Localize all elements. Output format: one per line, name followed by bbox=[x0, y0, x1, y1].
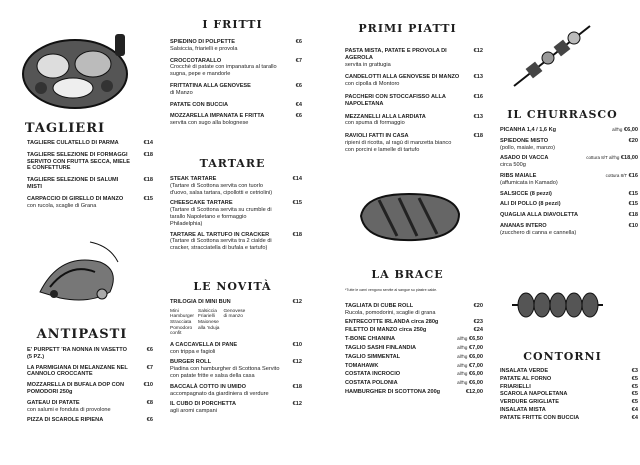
menu-item-name: LA PARMIGIANA DI MELANZANE NEL CANNOLO CROCCANTE bbox=[27, 364, 128, 378]
price-value: €10 bbox=[143, 382, 153, 389]
menu-item bbox=[27, 400, 153, 414]
menu-item-description: con trippa e fagioli bbox=[170, 348, 216, 355]
menu-item bbox=[500, 384, 638, 391]
contorni-list bbox=[500, 368, 638, 423]
menu-item-name: TAGLIO SASHI FINLANDIA bbox=[345, 344, 417, 351]
menu-item-price bbox=[293, 359, 302, 366]
charcuterie-board-illustration bbox=[15, 26, 133, 114]
menu-item-price bbox=[632, 407, 638, 414]
menu-item bbox=[170, 200, 302, 227]
menu-item bbox=[345, 303, 483, 317]
fritti-list bbox=[170, 39, 302, 132]
shrimp-illustration bbox=[30, 232, 130, 310]
menu-item bbox=[500, 223, 638, 237]
menu-item bbox=[500, 155, 638, 169]
menu-item-name: MOZZARELLA DI BUFALA DOP CON POMODORI 250g bbox=[27, 382, 125, 395]
trilogia-col-2 bbox=[198, 309, 223, 337]
menu-item bbox=[27, 347, 153, 361]
menu-item-price bbox=[296, 58, 302, 65]
trilogia-line: Friarielli bbox=[198, 314, 215, 320]
price-value: €18 bbox=[292, 383, 302, 390]
menu-item-price bbox=[474, 319, 483, 326]
menu-item-description: (Tartare di Scottona servita tra 2 cialde di cracker, stracciatella di bufala e tartufo) bbox=[170, 238, 272, 252]
menu-item-price bbox=[629, 138, 638, 145]
menu-item bbox=[345, 74, 483, 88]
menu-item-name: FILETTO DI MANZO circa 250g bbox=[345, 327, 427, 334]
menu-item-description: Salsiccia, friarielli e provola bbox=[170, 45, 238, 52]
price-value: €18 bbox=[143, 177, 153, 184]
price-value: €12 bbox=[292, 401, 302, 408]
menu-item-name: COSTATA INCROCIO bbox=[345, 371, 401, 378]
menu-item bbox=[345, 133, 483, 153]
menu-item-name: STEAK TARTARE bbox=[170, 176, 217, 182]
menu-item-description: Piadina con hamburgher di Scottona Servito con patate fritte e salsa della casa bbox=[170, 366, 280, 379]
churrasco-list bbox=[500, 127, 638, 241]
trilogia-line: Hamburger bbox=[170, 314, 194, 320]
menu-item-price bbox=[632, 384, 638, 391]
menu-item-description: circa 500g bbox=[500, 162, 526, 169]
novita-list bbox=[170, 299, 302, 419]
menu-item-name: TOMAHAWK bbox=[345, 362, 379, 369]
menu-item-price bbox=[147, 365, 153, 372]
section-title-primi: PRIMI PIATTI bbox=[358, 22, 457, 35]
price-value: €3 bbox=[631, 368, 638, 374]
sausage-skewer-illustration bbox=[510, 285, 605, 325]
menu-item-description: servita in grattugia bbox=[345, 61, 391, 68]
menu-item-price bbox=[586, 155, 638, 162]
menu-item-price bbox=[606, 173, 638, 180]
menu-item-price bbox=[474, 48, 483, 55]
price-value: €18,00 bbox=[620, 155, 638, 162]
price-value: €7,00 bbox=[469, 344, 483, 351]
menu-item-price bbox=[293, 342, 302, 349]
menu-item-name: TAGLIERE CULATELLO DI PARMA bbox=[27, 140, 119, 146]
menu-item-price bbox=[296, 113, 302, 120]
price-value: €12 bbox=[292, 359, 302, 366]
price-unit: all'hg bbox=[612, 127, 623, 132]
menu-item bbox=[345, 319, 483, 326]
price-value: €16 bbox=[628, 172, 638, 179]
menu-item bbox=[170, 384, 302, 398]
price-value: €18 bbox=[143, 151, 153, 158]
menu-item-name: SCAROLA NAPOLETANA bbox=[500, 391, 568, 398]
menu-item bbox=[27, 152, 153, 172]
section-title-contorni: CONTORNI bbox=[523, 350, 602, 363]
price-value: €6,00 bbox=[469, 380, 483, 387]
price-value: €18 bbox=[292, 231, 302, 238]
section-title-tartare: TARTARE bbox=[199, 157, 266, 170]
menu-item bbox=[500, 201, 638, 208]
menu-item-description: ripieni di ricotta, al ragù di manzetta bianco con porcini e lamelle di tartufo bbox=[345, 139, 452, 153]
menu-item-name: TARTARE AL TARTUFO IN CRACKER bbox=[170, 231, 270, 238]
price-value: €5 bbox=[631, 391, 638, 398]
menu-item-description: (affumicata in Kamado) bbox=[500, 179, 558, 186]
trilogia-line: Genovese bbox=[223, 308, 246, 314]
menu-item-name: PATATE AL FORNO bbox=[500, 375, 552, 382]
trilogia-line: alla 'nduja bbox=[198, 325, 220, 331]
price-value: €20 bbox=[628, 137, 638, 144]
menu-item-name: A CACCAVELLA DI PANE bbox=[170, 341, 238, 348]
menu-item-name: TAGLIERE SELEZIONE DI SALUMI MISTI bbox=[27, 177, 119, 190]
menu-item-name: TAGLIERE SELEZIONE DI FORMAGGI SERVITO CON FRUTTA SECCA, MIELE E CONFETTURE bbox=[27, 151, 130, 172]
menu-item bbox=[500, 415, 638, 422]
menu-item-name: ANANAS INTERO bbox=[500, 222, 547, 229]
menu-item-description: Rucola, pomodorini, scaglie di grana bbox=[345, 309, 436, 316]
price-value: €6,00 bbox=[469, 371, 483, 378]
menu-item bbox=[170, 401, 302, 415]
column-3 bbox=[335, 0, 485, 465]
price-value: €10 bbox=[628, 222, 638, 229]
menu-item bbox=[27, 382, 153, 396]
section-title-churrasco: IL CHURRASCO bbox=[507, 108, 618, 121]
trilogia-col-1 bbox=[170, 309, 198, 337]
menu-item bbox=[345, 327, 483, 334]
menu-item-price bbox=[612, 127, 638, 134]
menu-item-name: SPIEDONE MISTO bbox=[500, 137, 549, 144]
menu-item bbox=[27, 177, 153, 191]
price-value: €10 bbox=[292, 341, 302, 348]
menu-item-name: SALSICCE (8 pezzi) bbox=[500, 190, 552, 197]
price-value: €6 bbox=[146, 347, 153, 353]
trilogia-line: Maionese bbox=[198, 319, 219, 325]
menu-item-name: ENTRECOTTE IRLANDA circa 280g bbox=[345, 318, 439, 325]
menu-item-price bbox=[457, 371, 483, 378]
menu-item bbox=[345, 371, 483, 378]
menu-item-price bbox=[457, 354, 483, 361]
menu-item-name: ALI DI POLLO (8 pezzi) bbox=[500, 201, 561, 208]
menu-item bbox=[500, 368, 638, 375]
menu-item bbox=[500, 376, 638, 383]
menu-item bbox=[500, 127, 638, 134]
menu-item-price bbox=[629, 223, 638, 230]
price-value: €5 bbox=[631, 383, 638, 390]
menu-item-price bbox=[147, 417, 153, 424]
price-value: €12,00 bbox=[465, 388, 483, 395]
trilogia-line: confit bbox=[170, 331, 182, 337]
menu-item-price bbox=[632, 376, 638, 383]
taglieri-list bbox=[27, 140, 153, 214]
column-2 bbox=[160, 0, 305, 465]
menu-item bbox=[345, 389, 483, 396]
price-value: €6 bbox=[295, 82, 302, 89]
menu-item bbox=[500, 212, 638, 219]
price-value: €6,00 bbox=[469, 353, 483, 360]
price-value: €14 bbox=[143, 140, 153, 146]
menu-item bbox=[345, 354, 483, 361]
price-unit: all'hg bbox=[457, 353, 468, 359]
price-unit: all'hg bbox=[457, 371, 468, 377]
price-unit: all'hg bbox=[457, 344, 468, 350]
menu-item-name: ASADO DI VACCA bbox=[500, 155, 549, 162]
column-4 bbox=[485, 0, 640, 465]
menu-item bbox=[345, 94, 483, 108]
price-value: €6,00 bbox=[624, 127, 638, 133]
menu-item-price bbox=[632, 415, 638, 422]
menu-item-price bbox=[293, 384, 302, 391]
menu-item-name: TAGLIATA DI CUBE ROLL bbox=[345, 303, 414, 309]
menu-item bbox=[500, 399, 638, 406]
menu-item-price bbox=[457, 336, 483, 343]
menu-item-price bbox=[293, 232, 302, 239]
price-value: €15 bbox=[143, 195, 153, 202]
menu-item bbox=[500, 391, 638, 398]
trilogia-line: Pomodoro bbox=[170, 325, 193, 331]
menu-item-name: QUAGLIA ALLA DIAVOLETTA bbox=[500, 212, 579, 219]
menu-item-name: BURGER ROLL bbox=[170, 359, 212, 366]
price-value: €15 bbox=[292, 200, 302, 207]
menu-item bbox=[170, 102, 302, 109]
menu-item-description: con spuma di formaggio bbox=[345, 120, 405, 127]
menu-item bbox=[500, 138, 638, 152]
price-value: €4 bbox=[631, 406, 638, 413]
menu-item bbox=[170, 83, 302, 97]
menu-item bbox=[27, 140, 153, 147]
menu-item bbox=[170, 58, 302, 78]
menu-item-name: COSTATA POLONIA bbox=[345, 380, 398, 387]
price-unit: all'hg bbox=[457, 380, 468, 386]
menu-item-price bbox=[474, 114, 483, 121]
trilogia-col-3 bbox=[223, 309, 249, 337]
price-value: €20 bbox=[473, 303, 483, 309]
menu-item-price bbox=[293, 401, 302, 408]
trilogia-line: Stracciata bbox=[170, 319, 192, 325]
price-value: €16 bbox=[473, 93, 483, 100]
price-value: €6 bbox=[295, 39, 302, 45]
menu-item-name: TAGLIO SIMMENTAL bbox=[345, 353, 401, 360]
section-title-fritti: I FRITTI bbox=[202, 18, 263, 31]
menu-item-price bbox=[457, 380, 483, 387]
menu-item bbox=[500, 191, 638, 198]
price-value: €23 bbox=[473, 318, 483, 325]
menu-item-name: CARPACCIO DI GIRELLO DI MANZO bbox=[27, 195, 124, 202]
menu-item-price bbox=[632, 391, 638, 398]
menu-item-description: (zucchero di canna e cannella) bbox=[500, 229, 577, 236]
price-value: €4 bbox=[295, 101, 302, 108]
price-value: €14 bbox=[292, 176, 302, 182]
menu-item bbox=[170, 176, 302, 196]
menu-item-price bbox=[147, 400, 153, 407]
price-value: €7,00 bbox=[469, 362, 483, 369]
skewer-illustration bbox=[510, 22, 595, 92]
price-unit: cottura 8/T bbox=[605, 172, 628, 178]
brace-list bbox=[345, 303, 483, 398]
menu-item-name: PACCHERI CON STOCCAFISSO ALLA NAPOLETANA bbox=[345, 93, 446, 107]
menu-item-price bbox=[474, 133, 483, 140]
menu-item-price bbox=[466, 389, 483, 396]
menu-item-name: GATEAU DI PATATE bbox=[27, 399, 80, 406]
menu-item-price bbox=[632, 399, 638, 406]
price-value: €5 bbox=[631, 399, 638, 406]
menu-item-name: PICANHA 1,4 / 1,6 Kg bbox=[500, 127, 557, 133]
menu-item-name: RAVIOLI FATTI IN CASA bbox=[345, 133, 409, 140]
section-title-brace: LA BRACE bbox=[371, 268, 444, 281]
menu-item bbox=[500, 407, 638, 414]
menu-item bbox=[170, 39, 302, 53]
price-value: €6 bbox=[295, 113, 302, 120]
trilogia-table bbox=[170, 309, 249, 337]
price-value: €13 bbox=[473, 74, 483, 81]
section-title-taglieri: TAGLIERI bbox=[24, 121, 106, 136]
menu-item-price bbox=[144, 140, 153, 147]
menu-item-name: PATATE CON BUCCIA bbox=[170, 101, 229, 108]
menu-item bbox=[170, 113, 302, 127]
menu-item-price bbox=[632, 368, 638, 375]
menu-item-name: IL CUBO DI PORCHETTA bbox=[170, 401, 236, 408]
menu-item-name: PATATE FRITTE CON BUCCIA bbox=[500, 414, 580, 421]
menu-item-description: Crocchè di patate con impanatura al tarallo sugna, pepe e mandorle bbox=[170, 64, 277, 78]
price-unit: all'hg bbox=[457, 362, 468, 368]
trilogia-line: di manzo bbox=[223, 314, 243, 320]
price-value: €8 bbox=[146, 399, 153, 406]
price-value: €4 bbox=[631, 414, 638, 421]
menu-item bbox=[345, 48, 483, 68]
menu-item bbox=[170, 232, 302, 252]
menu-item bbox=[500, 173, 638, 187]
trilogia-line: Salsiccia bbox=[198, 308, 217, 314]
menu-item-price bbox=[474, 327, 483, 334]
menu-item bbox=[27, 365, 153, 379]
menu-item-name: RIBS MAIALE bbox=[500, 172, 537, 179]
menu-item-price bbox=[457, 363, 483, 370]
menu-item-price bbox=[296, 39, 302, 46]
menu-item-description: (pollo, maiale, manzo) bbox=[500, 144, 556, 151]
menu-item-price bbox=[474, 303, 483, 310]
price-value: €7 bbox=[146, 364, 153, 371]
menu-item-price bbox=[296, 83, 302, 90]
price-value: €18 bbox=[628, 212, 638, 219]
menu-item-description: con rucola, scaglie di Grana bbox=[27, 202, 97, 209]
price-value: €6,50 bbox=[469, 336, 483, 343]
menu-item-price bbox=[296, 102, 302, 109]
price-value: €13 bbox=[473, 113, 483, 120]
menu-item-name: E' PURPETT 'RA NONNA IN VASETTO (5 PZ.) bbox=[27, 347, 127, 360]
primi-list bbox=[345, 48, 483, 160]
price-value: €24 bbox=[473, 327, 483, 334]
menu-item bbox=[27, 417, 153, 424]
menu-item-name: PASTA MISTA, PATATE E PROVOLA DI AGEROLA bbox=[345, 48, 447, 61]
menu-item-description: accompagnato da giardiniera di verdure bbox=[170, 390, 269, 397]
menu-item bbox=[345, 114, 483, 128]
price-value: €15 bbox=[628, 201, 638, 208]
price-value: €5 bbox=[631, 375, 638, 382]
grilled-steak-illustration bbox=[355, 188, 465, 246]
menu-item-name: INSALATA VERDE bbox=[500, 368, 549, 374]
price-value: €18 bbox=[473, 133, 483, 140]
menu-item-name: CANDELOTTI ALLA GENOVESE DI MANZO bbox=[345, 74, 460, 81]
price-unit: all'hg bbox=[457, 336, 468, 342]
menu-item-name: HAMBURGHER DI SCOTTONA 200g bbox=[345, 388, 441, 395]
column-1 bbox=[0, 0, 160, 465]
menu-item-name: PIZZA DI SCAROLE RIPIENA bbox=[27, 417, 104, 424]
menu-item-name: MOZZARELLA IMPANATA E FRITTA bbox=[170, 113, 265, 120]
price-unit: cottura 8/T all'hg bbox=[586, 155, 620, 161]
menu-item-price bbox=[474, 74, 483, 81]
price-value: €7 bbox=[295, 57, 302, 64]
menu-item-price bbox=[474, 94, 483, 101]
menu-item-description: servita con sugo alla bolognese bbox=[170, 120, 249, 127]
menu-item-price bbox=[457, 345, 483, 352]
menu-item-description: (Tartare di Scottona servita su crumble di tarallo Napoletano e formaggio Philadelphia) bbox=[170, 207, 272, 227]
menu-item-name: BACCALÀ COTTO IN UMIDO bbox=[170, 383, 247, 390]
menu-item-price bbox=[147, 347, 153, 354]
menu-item-trilogia: TRILOGIA DI MINI BUN €12 Mini Hamburger Stracciata Pomodoro confit Salsiccia Friarielli Maionese alla 'nduja Genovese di manzo bbox=[170, 299, 302, 337]
price-value: €6 bbox=[146, 417, 153, 424]
price-value: €12 bbox=[473, 48, 483, 54]
menu-item-price bbox=[629, 201, 638, 208]
menu-item-description: agli aromi campani bbox=[170, 408, 217, 415]
brace-note: *Tutte le carni vengono servite al sangue su piastre calde. bbox=[345, 288, 438, 292]
menu-item-description: (Tartare di Scottona servita con tuorlo d'uovo, salsa tartara, cipollotti e cetriolini) bbox=[170, 182, 273, 196]
menu-item-name: FRIARIELLI bbox=[500, 383, 531, 390]
menu-item-name: FRITTATINA ALLA GENOVESE bbox=[170, 82, 251, 89]
menu-item bbox=[170, 342, 302, 356]
menu-item-price bbox=[144, 177, 153, 184]
menu-item-name: MEZZANELLI ALLA LARDIATA bbox=[345, 113, 426, 120]
menu-item-price bbox=[629, 191, 638, 198]
menu-item bbox=[27, 196, 153, 210]
menu-item bbox=[345, 363, 483, 370]
menu-item-price bbox=[629, 212, 638, 219]
menu-item-price bbox=[144, 382, 153, 389]
menu-item-description: con salumi e fonduta di provolone bbox=[27, 406, 111, 413]
menu-item bbox=[345, 345, 483, 352]
price-value: €15 bbox=[628, 190, 638, 197]
antipasti-list bbox=[27, 347, 153, 428]
menu-item-name: VERDURE GRIGLIATE bbox=[500, 399, 559, 406]
section-title-antipasti: ANTIPASTI bbox=[36, 327, 128, 342]
menu-item bbox=[170, 359, 302, 379]
menu-item-description: con cipolla di Montoro bbox=[345, 81, 400, 88]
menu-item-name: CHEESCAKE TARTARE bbox=[170, 200, 233, 207]
menu-item bbox=[345, 380, 483, 387]
tartare-list bbox=[170, 176, 302, 256]
menu-item bbox=[345, 336, 483, 343]
menu-item-price bbox=[293, 176, 302, 183]
menu-item-name: SPIEDINO DI POLPETTE bbox=[170, 39, 235, 45]
menu-item-price bbox=[144, 196, 153, 203]
section-title-novita: LE NOVITÀ bbox=[193, 280, 272, 293]
trilogia-line: Mini bbox=[170, 308, 179, 314]
menu-item-price bbox=[293, 200, 302, 207]
menu-item-description: di Manzo bbox=[170, 89, 193, 96]
menu-item-name: CROCCOTARALLO bbox=[170, 57, 222, 64]
menu-item-price bbox=[144, 152, 153, 159]
menu-item-name: INSALATA MISTA bbox=[500, 406, 546, 413]
menu-item-name: T-BONE CHIANINA bbox=[345, 336, 396, 343]
